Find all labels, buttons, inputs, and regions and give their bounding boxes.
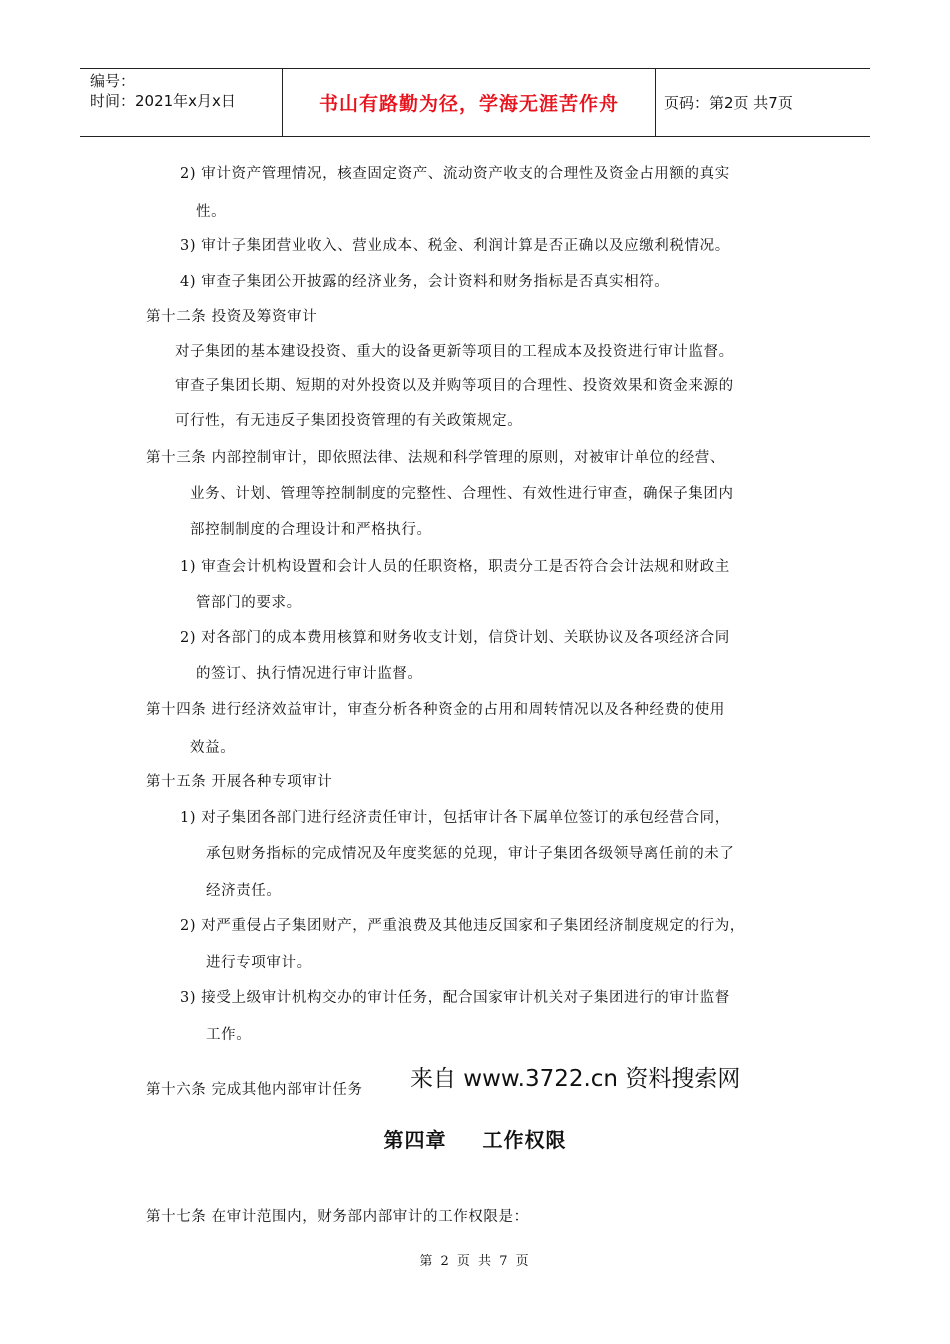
body-line: 管部门的要求。	[196, 595, 302, 611]
watermark-text: 来自 www.3722.cn 资料搜索网	[410, 1066, 741, 1092]
article-heading: 第十七条 在审计范围内，财务部内部审计的工作权限是：	[146, 1209, 529, 1225]
body-line: 承包财务指标的完成情况及年度奖惩的兑现，审计子集团各级领导离任前的未了	[206, 846, 735, 862]
body-line: 审查子集团长期、短期的对外投资以及并购等项目的合理性、投资效果和资金来源的	[175, 378, 734, 394]
article-heading: 第十六条 完成其他内部审计任务	[146, 1082, 363, 1098]
body-line: 3) 审计子集团营业收入、营业成本、税金、利润计算是否正确以及应缴利税情况。	[180, 238, 730, 254]
header-motto: 书山有路勤为径，学海无涯苦作舟	[282, 69, 656, 136]
time-label: 时间：2021年x月x日	[90, 92, 236, 110]
body-line: 2) 对各部门的成本费用核算和财务收支计划，信贷计划、关联协议及各项经济合同	[180, 630, 730, 646]
body-line: 部控制制度的合理设计和严格执行。	[190, 522, 432, 538]
body-line: 可行性，有无违反子集团投资管理的有关政策规定。	[175, 413, 523, 429]
body-line: 1) 对子集团各部门进行经济责任审计，包括审计各下属单位签订的承包经营合同，	[180, 810, 730, 826]
chapter-number: 第四章	[383, 1128, 447, 1152]
chapter-heading	[0, 1124, 950, 1153]
body-line: 的签订、执行情况进行审计监督。	[196, 666, 423, 682]
body-line: 对子集团的基本建设投资、重大的设备更新等项目的工程成本及投资进行审计监督。	[175, 344, 734, 360]
body-line: 业务、计划、管理等控制制度的完整性、合理性、有效性进行审查，确保子集团内	[190, 486, 734, 502]
body-line: 效益。	[190, 740, 236, 756]
page-header	[80, 68, 870, 137]
header-page-number: 页码：第2页 共7页	[664, 94, 793, 112]
chapter-title: 工作权限	[482, 1128, 567, 1152]
header-meta	[80, 69, 282, 136]
article-heading: 第十三条 内部控制审计，即依照法律、法规和科学管理的原则，对被审计单位的经营、	[146, 450, 726, 466]
body-line: 进行专项审计。	[206, 955, 312, 971]
article-heading: 第十四条 进行经济效益审计，审查分析各种资金的占用和周转情况以及各种经费的使用	[146, 702, 726, 718]
page-footer: 第 2 页 共 7 页	[419, 1254, 531, 1269]
body-line: 4) 审查子集团公开披露的经济业务，会计资料和财务指标是否真实相符。	[180, 274, 670, 290]
body-line: 经济责任。	[206, 883, 282, 899]
serial-label: 编号：	[90, 72, 136, 90]
body-line: 2) 对严重侵占子集团财产，严重浪费及其他违反国家和子集团经济制度规定的行为，	[180, 918, 745, 934]
article-heading: 第十二条 投资及筹资审计	[146, 309, 318, 325]
body-line: 1) 审查会计机构设置和会计人员的任职资格，职责分工是否符合会计法规和财政主	[180, 559, 730, 575]
body-line: 性。	[196, 204, 227, 220]
body-line: 工作。	[206, 1027, 252, 1043]
article-heading: 第十五条 开展各种专项审计	[146, 774, 333, 790]
body-line: 2) 审计资产管理情况，核查固定资产、流动资产收支的合理性及资金占用额的真实	[180, 166, 730, 182]
body-line: 3) 接受上级审计机构交办的审计任务，配合国家审计机关对子集团进行的审计监督	[180, 990, 730, 1006]
